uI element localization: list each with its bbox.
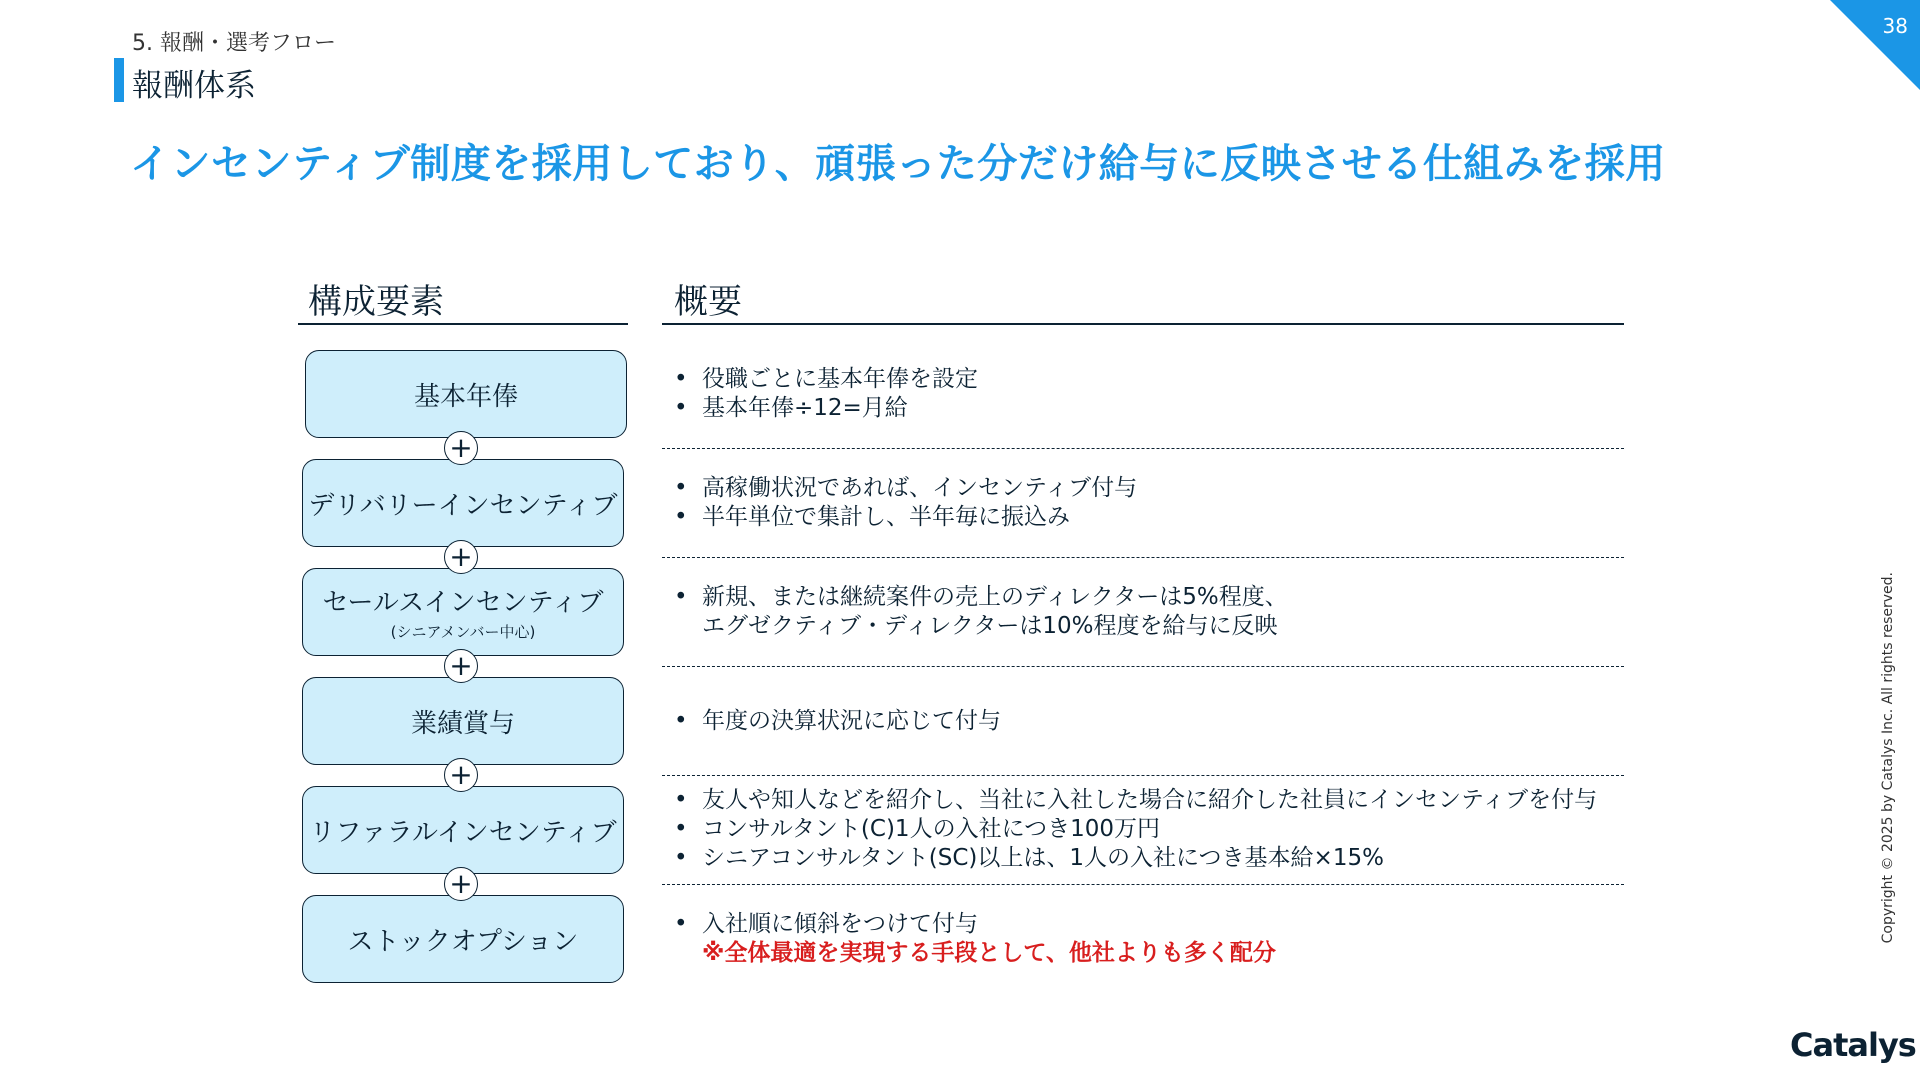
highlight-note: ※全体最適を実現する手段として、他社よりも多く配分 bbox=[702, 940, 1276, 966]
component-label: 業績賞与 bbox=[410, 708, 515, 739]
headline: インセンティブ制度を採用しており、頑張った分だけ給与に反映させる仕組みを採用 bbox=[130, 141, 1666, 187]
component-label: ストックオプション bbox=[347, 926, 579, 957]
section-label: 5. 報酬・選考フロー bbox=[132, 31, 336, 56]
component-label: セールスインセンティブ bbox=[322, 588, 604, 618]
bullet-item: • 年度の決算状況に応じて付与 bbox=[670, 707, 1630, 736]
description-referral-incentive bbox=[670, 786, 1630, 873]
component-box-stock-option bbox=[302, 895, 624, 983]
divider bbox=[662, 775, 1624, 776]
bullet-item: • コンサルタント(C)1人の入社につき100万円 bbox=[670, 815, 1630, 844]
component-label: リファラルインセンティブ bbox=[309, 817, 617, 848]
bullet-item: • 半年単位で集計し、半年毎に振込み bbox=[670, 503, 1630, 532]
catalys-logo: Catalys bbox=[1790, 1026, 1916, 1064]
component-box-base-salary bbox=[305, 350, 627, 438]
plus-icon: + bbox=[444, 540, 478, 574]
bullet-item: • シニアコンサルタント(SC)以上は、1人の入社につき基本給×15% bbox=[670, 844, 1630, 873]
copyright-text: Copyright © 2025 by Catalys Inc. All rights reserved. bbox=[1880, 572, 1896, 944]
divider bbox=[662, 448, 1624, 449]
plus-icon: + bbox=[444, 758, 478, 792]
bullet-item: • 新規、または継続案件の売上のディレクターは5%程度、 bbox=[670, 583, 1630, 612]
component-box-sales-incentive bbox=[302, 568, 624, 656]
plus-icon: + bbox=[444, 431, 478, 465]
bullet-item: • 友人や知人などを紹介し、当社に入社した場合に紹介した社員にインセンティブを付与 bbox=[670, 786, 1630, 815]
description-delivery-incentive bbox=[670, 474, 1630, 532]
column-header-components: 構成要素 bbox=[308, 282, 444, 322]
title-accent-bar bbox=[114, 58, 124, 102]
page-number: 38 bbox=[1882, 14, 1908, 38]
description-performance-bonus bbox=[670, 707, 1630, 736]
column-header-overview: 概要 bbox=[674, 282, 742, 322]
component-box-referral-incentive bbox=[302, 786, 624, 874]
divider bbox=[662, 557, 1624, 558]
plus-icon: + bbox=[444, 649, 478, 683]
description-base-salary bbox=[670, 365, 1630, 423]
divider bbox=[662, 884, 1624, 885]
bullet-continuation: エグゼクティブ・ディレクターは10%程度を給与に反映 bbox=[702, 613, 1278, 639]
divider bbox=[662, 666, 1624, 667]
plus-icon: + bbox=[444, 867, 478, 901]
column-underline-left bbox=[298, 323, 628, 325]
page-title: 報酬体系 bbox=[132, 68, 256, 104]
component-label: 基本年俸 bbox=[413, 381, 518, 412]
description-stock-option bbox=[670, 910, 1630, 968]
bullet-item: • 役職ごとに基本年俸を設定 bbox=[670, 365, 1630, 394]
column-underline-right bbox=[662, 323, 1624, 325]
component-label: デリバリーインセンティブ bbox=[308, 490, 618, 521]
description-sales-incentive bbox=[670, 583, 1630, 641]
bullet-item: • 入社順に傾斜をつけて付与 bbox=[670, 910, 1630, 939]
bullet-item: • 高稼働状況であれば、インセンティブ付与 bbox=[670, 474, 1630, 503]
component-box-performance-bonus bbox=[302, 677, 624, 765]
component-box-delivery-incentive bbox=[302, 459, 624, 547]
component-sublabel: (シニアメンバー中心) bbox=[390, 623, 536, 641]
bullet-item: • 基本年俸÷12=月給 bbox=[670, 394, 1630, 423]
